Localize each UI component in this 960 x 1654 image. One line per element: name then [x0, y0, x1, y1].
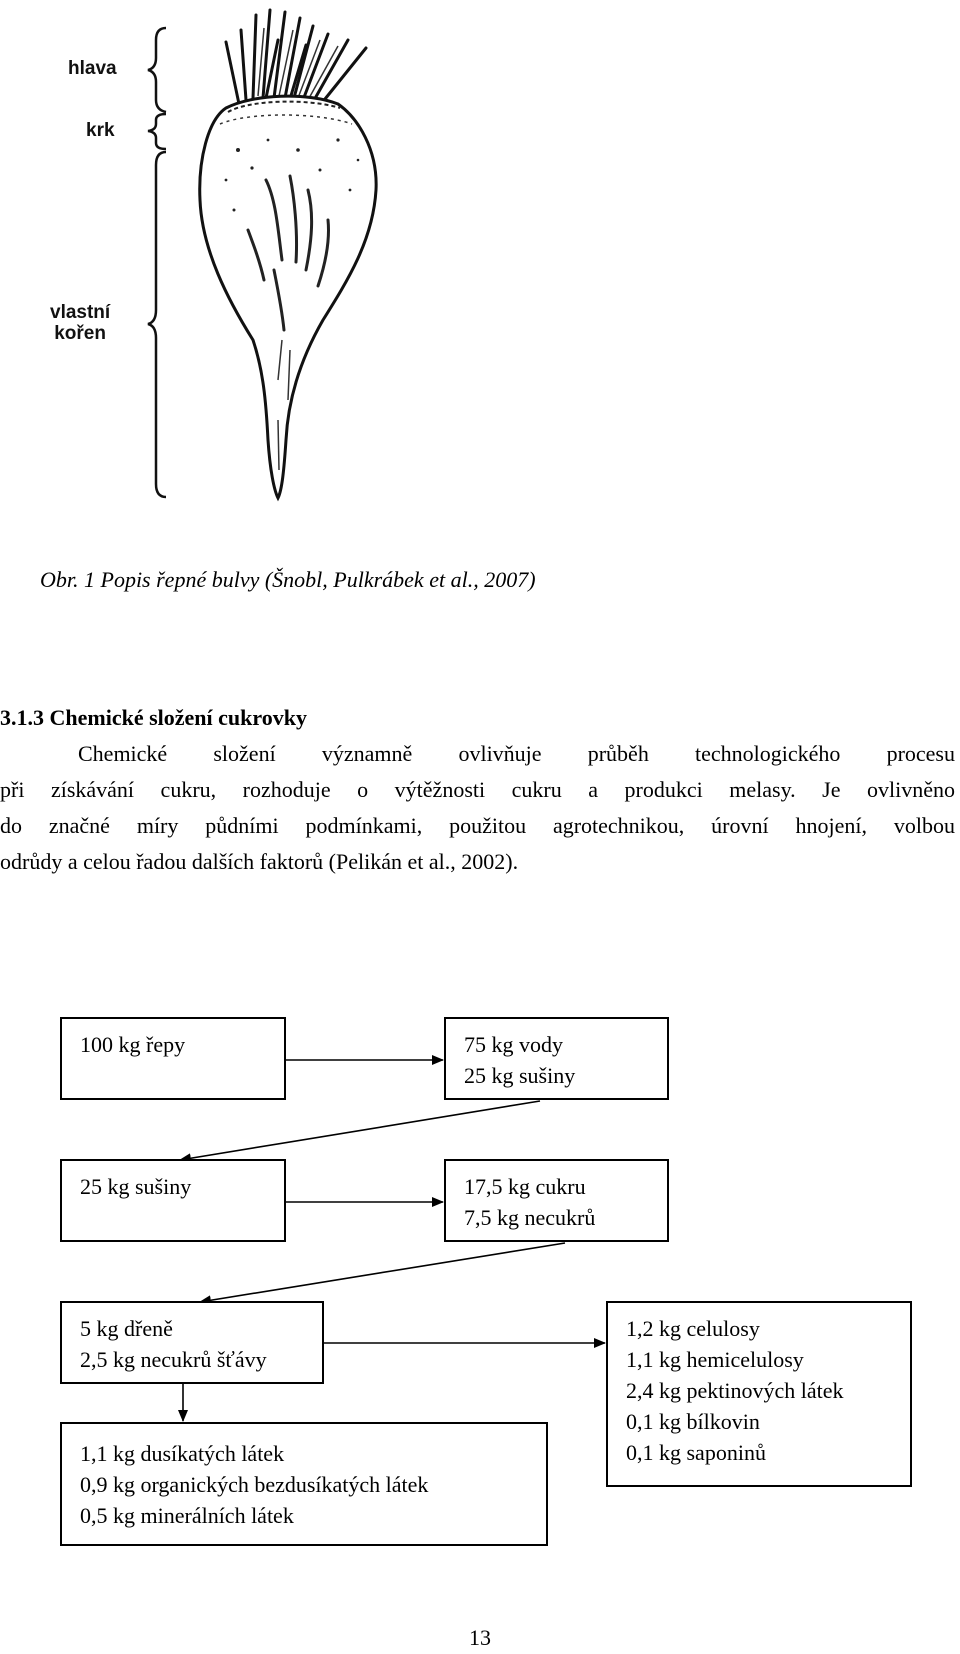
- box-line: 100 kg řepy: [80, 1032, 186, 1057]
- arrow-b2-b3: [180, 1101, 540, 1160]
- box-line: 0,9 kg organických bezdusíkatých látek: [80, 1472, 429, 1497]
- page-number: 13: [469, 1625, 491, 1650]
- box-line: 75 kg vody: [464, 1032, 563, 1057]
- label-krk: krk: [86, 120, 115, 141]
- box-line: 1,1 kg dusíkatých látek: [80, 1441, 285, 1466]
- label-hlava: hlava: [68, 58, 117, 79]
- box-cukr-necukry: [444, 1159, 669, 1242]
- section-heading: 3.1.3 Chemické složení cukrovky: [0, 705, 307, 730]
- box-necukry-slozky: [60, 1422, 548, 1546]
- label-vlastni: vlastní: [50, 302, 111, 323]
- figure-caption: Obr. 1 Popis řepné bulvy (Šnobl, Pulkrábek et al., 2007): [40, 567, 536, 592]
- box-line: 2,5 kg necukrů šťávy: [80, 1347, 267, 1372]
- paragraph-line-4: odrůdy a celou řadou dalších faktorů (Pelikán et al., 2002).: [0, 849, 519, 874]
- box-line: 1,1 kg hemicelulosy: [626, 1347, 804, 1372]
- box-voda-susina: [444, 1017, 669, 1100]
- box-dren-stava: [60, 1301, 324, 1384]
- box-line: 17,5 kg cukru: [464, 1174, 586, 1199]
- box-drenove-slozky: [606, 1301, 912, 1487]
- box-100kg-repy: [60, 1017, 286, 1100]
- paragraph-line-1: Chemické složení významně ovlivňuje průběh technologického procesu: [78, 741, 955, 766]
- box-line: 2,4 kg pektinových látek: [626, 1378, 844, 1403]
- paragraph-line-3: do značné míry půdními podmínkami, použitou agrotechnikou, úrovní hnojení, volbou: [0, 813, 955, 838]
- box-line: 1,2 kg celulosy: [626, 1316, 760, 1341]
- arrow-b4-b5: [200, 1243, 565, 1302]
- label-koren: kořen: [54, 323, 106, 344]
- box-line: 5 kg dřeně: [80, 1316, 173, 1341]
- box-line: 25 kg sušiny: [464, 1063, 576, 1088]
- box-line: 25 kg sušiny: [80, 1174, 192, 1199]
- box-line: 7,5 kg necukrů: [464, 1205, 596, 1230]
- box-line: 0,1 kg saponinů: [626, 1440, 766, 1465]
- box-line: 0,5 kg minerálních látek: [80, 1503, 294, 1528]
- box-25kg-susiny: [60, 1159, 286, 1242]
- paragraph-line-2: při získávání cukru, rozhoduje o výtěžnosti cukru a produkci melasy. Je ovlivněno: [0, 777, 955, 802]
- box-line: 0,1 kg bílkovin: [626, 1409, 760, 1434]
